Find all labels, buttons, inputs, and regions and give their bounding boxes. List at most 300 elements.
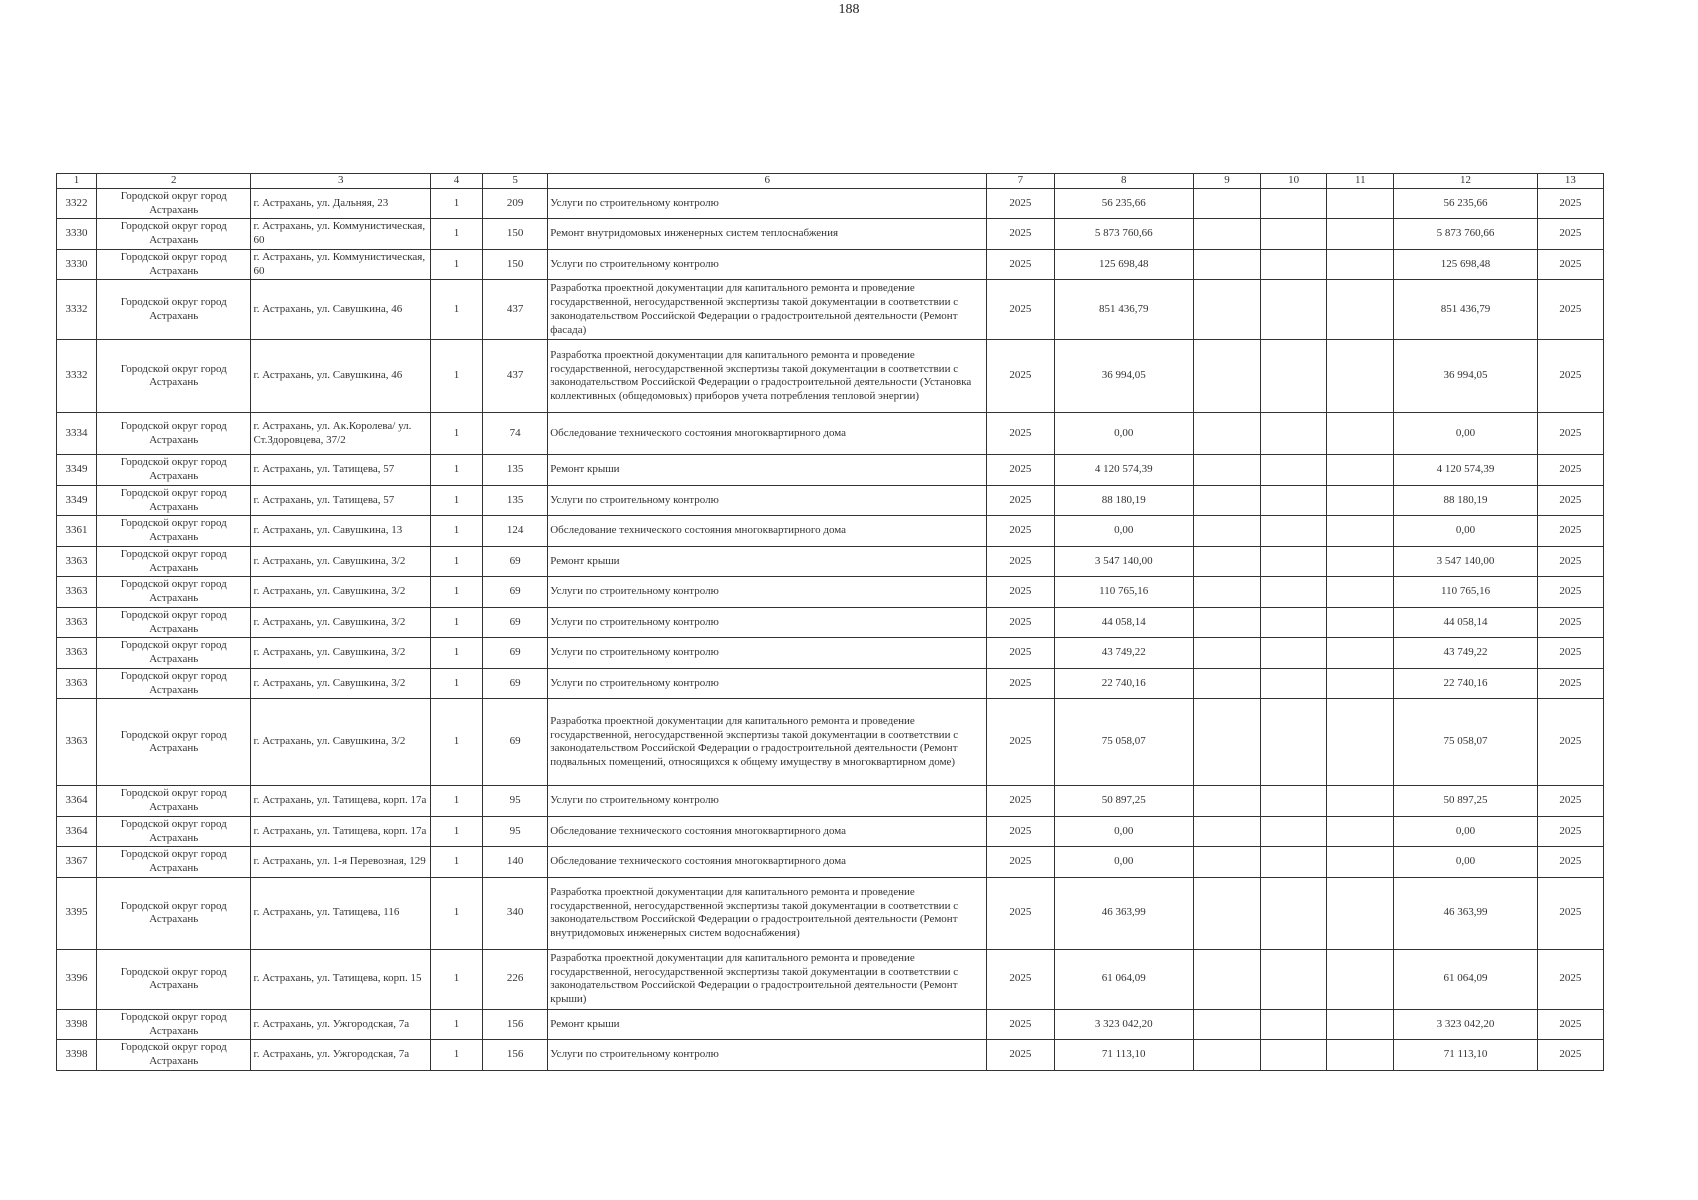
- col5-cell: 69: [483, 668, 548, 699]
- cost-cell: 125 698,48: [1054, 249, 1193, 280]
- work-type-cell: Ремонт крыши: [548, 546, 987, 577]
- table-row: [57, 816, 1604, 847]
- row-number: 3322: [57, 188, 97, 219]
- col4-cell: 1: [430, 668, 482, 699]
- col5-cell: 69: [483, 607, 548, 638]
- col10-cell: [1261, 455, 1327, 486]
- cost-total-cell: 22 740,16: [1394, 668, 1537, 699]
- col11-cell: [1327, 219, 1394, 250]
- cost-cell: 110 765,16: [1054, 577, 1193, 608]
- completion-year-cell: 2025: [1537, 413, 1603, 455]
- row-number: 3398: [57, 1009, 97, 1040]
- col4-cell: 1: [430, 340, 482, 413]
- column-header: 13: [1537, 174, 1603, 189]
- district-cell: Городской округ город Астрахань: [97, 485, 251, 516]
- cost-total-cell: 88 180,19: [1394, 485, 1537, 516]
- cost-cell: 88 180,19: [1054, 485, 1193, 516]
- column-header: 7: [987, 174, 1054, 189]
- row-number: 3363: [57, 699, 97, 786]
- column-header: 5: [483, 174, 548, 189]
- capital-repair-table: [56, 173, 1604, 1071]
- cost-total-cell: 61 064,09: [1394, 949, 1537, 1009]
- row-number: 3396: [57, 949, 97, 1009]
- address-cell: г. Астрахань, ул. Савушкина, 13: [251, 516, 430, 547]
- address-cell: г. Астрахань, ул. Коммунистическая, 60: [251, 219, 430, 250]
- col9-cell: [1193, 516, 1260, 547]
- row-number: 3364: [57, 816, 97, 847]
- col10-cell: [1261, 188, 1327, 219]
- address-cell: г. Астрахань, ул. Савушкина, 3/2: [251, 546, 430, 577]
- completion-year-cell: 2025: [1537, 786, 1603, 817]
- col5-cell: 226: [483, 949, 548, 1009]
- row-number: 3363: [57, 577, 97, 608]
- year-cell: 2025: [987, 485, 1054, 516]
- table-row: [57, 413, 1604, 455]
- district-cell: Городской округ город Астрахань: [97, 847, 251, 878]
- col5-cell: 209: [483, 188, 548, 219]
- cost-total-cell: 4 120 574,39: [1394, 455, 1537, 486]
- col10-cell: [1261, 607, 1327, 638]
- col10-cell: [1261, 668, 1327, 699]
- col11-cell: [1327, 485, 1394, 516]
- cost-cell: 46 363,99: [1054, 877, 1193, 949]
- cost-total-cell: 43 749,22: [1394, 638, 1537, 669]
- col9-cell: [1193, 949, 1260, 1009]
- completion-year-cell: 2025: [1537, 546, 1603, 577]
- col11-cell: [1327, 188, 1394, 219]
- district-cell: Городской округ город Астрахань: [97, 455, 251, 486]
- address-cell: г. Астрахань, ул. Татищева, 57: [251, 485, 430, 516]
- col5-cell: 69: [483, 699, 548, 786]
- address-cell: г. Астрахань, ул. Татищева, корп. 15: [251, 949, 430, 1009]
- district-cell: Городской округ город Астрахань: [97, 699, 251, 786]
- col9-cell: [1193, 219, 1260, 250]
- work-type-cell: Услуги по строительному контролю: [548, 786, 987, 817]
- col9-cell: [1193, 546, 1260, 577]
- work-type-cell: Разработка проектной документации для капитального ремонта и проведение государственной, негосударственной экспертизы такой документации в соответствии с законодательством Российской Федерации о градостроительной деятельности (Установка коллективных (общедомовых) приборов учета потребления тепловой энергии): [548, 340, 987, 413]
- address-cell: г. Астрахань, ул. Савушкина, 3/2: [251, 668, 430, 699]
- col5-cell: 69: [483, 638, 548, 669]
- work-type-cell: Разработка проектной документации для капитального ремонта и проведение государственной, негосударственной экспертизы такой документации в соответствии с законодательством Российской Федерации о градостроительной деятельности (Ремонт внутридомовых инженерных систем водоснабжения): [548, 877, 987, 949]
- col10-cell: [1261, 786, 1327, 817]
- district-cell: Городской округ город Астрахань: [97, 188, 251, 219]
- col11-cell: [1327, 413, 1394, 455]
- year-cell: 2025: [987, 877, 1054, 949]
- work-type-cell: Обследование технического состояния многоквартирного дома: [548, 516, 987, 547]
- address-cell: г. Астрахань, ул. Савушкина, 3/2: [251, 577, 430, 608]
- district-cell: Городской округ город Астрахань: [97, 249, 251, 280]
- col11-cell: [1327, 577, 1394, 608]
- col9-cell: [1193, 877, 1260, 949]
- col10-cell: [1261, 638, 1327, 669]
- year-cell: 2025: [987, 816, 1054, 847]
- col9-cell: [1193, 638, 1260, 669]
- row-number: 3363: [57, 668, 97, 699]
- work-type-cell: Ремонт крыши: [548, 1009, 987, 1040]
- col11-cell: [1327, 516, 1394, 547]
- col4-cell: 1: [430, 786, 482, 817]
- col4-cell: 1: [430, 1040, 482, 1071]
- cost-cell: 44 058,14: [1054, 607, 1193, 638]
- cost-total-cell: 46 363,99: [1394, 877, 1537, 949]
- work-type-cell: Услуги по строительному контролю: [548, 188, 987, 219]
- col10-cell: [1261, 699, 1327, 786]
- cost-total-cell: 110 765,16: [1394, 577, 1537, 608]
- col5-cell: 437: [483, 340, 548, 413]
- col11-cell: [1327, 1040, 1394, 1071]
- col9-cell: [1193, 413, 1260, 455]
- cost-total-cell: 44 058,14: [1394, 607, 1537, 638]
- address-cell: г. Астрахань, ул. Ужгородская, 7а: [251, 1009, 430, 1040]
- column-header: 8: [1054, 174, 1193, 189]
- table-row: [57, 188, 1604, 219]
- col5-cell: 69: [483, 577, 548, 608]
- completion-year-cell: 2025: [1537, 485, 1603, 516]
- cost-cell: 75 058,07: [1054, 699, 1193, 786]
- col9-cell: [1193, 485, 1260, 516]
- district-cell: Городской округ город Астрахань: [97, 546, 251, 577]
- table-row: [57, 1009, 1604, 1040]
- district-cell: Городской округ город Астрахань: [97, 668, 251, 699]
- work-type-cell: Услуги по строительному контролю: [548, 607, 987, 638]
- address-cell: г. Астрахань, ул. Савушкина, 3/2: [251, 638, 430, 669]
- cost-total-cell: 0,00: [1394, 847, 1537, 878]
- column-header: 1: [57, 174, 97, 189]
- address-cell: г. Астрахань, ул. Татищева, корп. 17а: [251, 786, 430, 817]
- cost-total-cell: 3 323 042,20: [1394, 1009, 1537, 1040]
- col11-cell: [1327, 280, 1394, 340]
- work-type-cell: Обследование технического состояния многоквартирного дома: [548, 816, 987, 847]
- year-cell: 2025: [987, 455, 1054, 486]
- col4-cell: 1: [430, 516, 482, 547]
- col4-cell: 1: [430, 280, 482, 340]
- row-number: 3363: [57, 546, 97, 577]
- col10-cell: [1261, 1040, 1327, 1071]
- col4-cell: 1: [430, 455, 482, 486]
- completion-year-cell: 2025: [1537, 188, 1603, 219]
- work-type-cell: Обследование технического состояния многоквартирного дома: [548, 413, 987, 455]
- cost-cell: 50 897,25: [1054, 786, 1193, 817]
- address-cell: г. Астрахань, ул. Татищева, корп. 17а: [251, 816, 430, 847]
- col10-cell: [1261, 249, 1327, 280]
- year-cell: 2025: [987, 413, 1054, 455]
- completion-year-cell: 2025: [1537, 340, 1603, 413]
- address-cell: г. Астрахань, ул. 1-я Перевозная, 129: [251, 847, 430, 878]
- address-cell: г. Астрахань, ул. Савушкина, 3/2: [251, 607, 430, 638]
- address-cell: г. Астрахань, ул. Коммунистическая, 60: [251, 249, 430, 280]
- work-type-cell: Услуги по строительному контролю: [548, 485, 987, 516]
- year-cell: 2025: [987, 638, 1054, 669]
- col9-cell: [1193, 280, 1260, 340]
- col11-cell: [1327, 546, 1394, 577]
- district-cell: Городской округ город Астрахань: [97, 638, 251, 669]
- col9-cell: [1193, 455, 1260, 486]
- table-row: [57, 1040, 1604, 1071]
- col11-cell: [1327, 786, 1394, 817]
- col9-cell: [1193, 607, 1260, 638]
- row-number: 3349: [57, 485, 97, 516]
- district-cell: Городской округ город Астрахань: [97, 577, 251, 608]
- district-cell: Городской округ город Астрахань: [97, 516, 251, 547]
- col10-cell: [1261, 546, 1327, 577]
- address-cell: г. Астрахань, ул. Савушкина, 46: [251, 280, 430, 340]
- table-row: [57, 340, 1604, 413]
- col10-cell: [1261, 280, 1327, 340]
- work-type-cell: Разработка проектной документации для капитального ремонта и проведение государственной, негосударственной экспертизы такой документации в соответствии с законодательством Российской Федерации о градостроительной деятельности (Ремонт подвальных помещений, относящихся к общему имуществу в многоквартирном доме): [548, 699, 987, 786]
- col4-cell: 1: [430, 546, 482, 577]
- year-cell: 2025: [987, 340, 1054, 413]
- year-cell: 2025: [987, 1040, 1054, 1071]
- col10-cell: [1261, 847, 1327, 878]
- col5-cell: 74: [483, 413, 548, 455]
- address-cell: г. Астрахань, ул. Татищева, 57: [251, 455, 430, 486]
- year-cell: 2025: [987, 786, 1054, 817]
- district-cell: Городской округ город Астрахань: [97, 607, 251, 638]
- table-row: [57, 699, 1604, 786]
- district-cell: Городской округ город Астрахань: [97, 1040, 251, 1071]
- work-type-cell: Услуги по строительному контролю: [548, 668, 987, 699]
- column-header: 11: [1327, 174, 1394, 189]
- table-row: [57, 249, 1604, 280]
- col4-cell: 1: [430, 638, 482, 669]
- completion-year-cell: 2025: [1537, 1040, 1603, 1071]
- completion-year-cell: 2025: [1537, 577, 1603, 608]
- year-cell: 2025: [987, 668, 1054, 699]
- completion-year-cell: 2025: [1537, 607, 1603, 638]
- row-number: 3349: [57, 455, 97, 486]
- col5-cell: 135: [483, 485, 548, 516]
- cost-cell: 56 235,66: [1054, 188, 1193, 219]
- completion-year-cell: 2025: [1537, 249, 1603, 280]
- col4-cell: 1: [430, 847, 482, 878]
- col10-cell: [1261, 413, 1327, 455]
- completion-year-cell: 2025: [1537, 455, 1603, 486]
- work-type-cell: Ремонт крыши: [548, 455, 987, 486]
- column-header: 3: [251, 174, 430, 189]
- year-cell: 2025: [987, 949, 1054, 1009]
- year-cell: 2025: [987, 249, 1054, 280]
- cost-cell: 43 749,22: [1054, 638, 1193, 669]
- row-number: 3332: [57, 340, 97, 413]
- row-number: 3361: [57, 516, 97, 547]
- col11-cell: [1327, 1009, 1394, 1040]
- table-row: [57, 219, 1604, 250]
- cost-cell: 22 740,16: [1054, 668, 1193, 699]
- cost-total-cell: 0,00: [1394, 413, 1537, 455]
- col9-cell: [1193, 816, 1260, 847]
- col9-cell: [1193, 668, 1260, 699]
- col5-cell: 135: [483, 455, 548, 486]
- col4-cell: 1: [430, 485, 482, 516]
- column-header: 9: [1193, 174, 1260, 189]
- completion-year-cell: 2025: [1537, 877, 1603, 949]
- cost-total-cell: 71 113,10: [1394, 1040, 1537, 1071]
- cost-cell: 0,00: [1054, 816, 1193, 847]
- address-cell: г. Астрахань, ул. Ужгородская, 7а: [251, 1040, 430, 1071]
- col9-cell: [1193, 1040, 1260, 1071]
- col10-cell: [1261, 340, 1327, 413]
- col4-cell: 1: [430, 249, 482, 280]
- cost-cell: 851 436,79: [1054, 280, 1193, 340]
- col5-cell: 124: [483, 516, 548, 547]
- col10-cell: [1261, 577, 1327, 608]
- col9-cell: [1193, 1009, 1260, 1040]
- col4-cell: 1: [430, 413, 482, 455]
- col11-cell: [1327, 699, 1394, 786]
- row-number: 3395: [57, 877, 97, 949]
- row-number: 3363: [57, 638, 97, 669]
- col11-cell: [1327, 638, 1394, 669]
- cost-cell: 36 994,05: [1054, 340, 1193, 413]
- address-cell: г. Астрахань, ул. Дальняя, 23: [251, 188, 430, 219]
- column-number-header: [57, 174, 1604, 189]
- table-row: [57, 786, 1604, 817]
- table-row: [57, 577, 1604, 608]
- cost-cell: 71 113,10: [1054, 1040, 1193, 1071]
- completion-year-cell: 2025: [1537, 847, 1603, 878]
- cost-cell: 61 064,09: [1054, 949, 1193, 1009]
- col11-cell: [1327, 949, 1394, 1009]
- col5-cell: 437: [483, 280, 548, 340]
- work-type-cell: Обследование технического состояния многоквартирного дома: [548, 847, 987, 878]
- district-cell: Городской округ город Астрахань: [97, 219, 251, 250]
- table-row: [57, 516, 1604, 547]
- cost-total-cell: 75 058,07: [1394, 699, 1537, 786]
- district-cell: Городской округ город Астрахань: [97, 1009, 251, 1040]
- work-type-cell: Услуги по строительному контролю: [548, 249, 987, 280]
- col10-cell: [1261, 485, 1327, 516]
- row-number: 3364: [57, 786, 97, 817]
- work-type-cell: Разработка проектной документации для капитального ремонта и проведение государственной, негосударственной экспертизы такой документации в соответствии с законодательством Российской Федерации о градостроительной деятельности (Ремонт фасада): [548, 280, 987, 340]
- row-number: 3330: [57, 219, 97, 250]
- col10-cell: [1261, 219, 1327, 250]
- work-type-cell: Услуги по строительному контролю: [548, 1040, 987, 1071]
- year-cell: 2025: [987, 280, 1054, 340]
- year-cell: 2025: [987, 546, 1054, 577]
- work-type-cell: Услуги по строительному контролю: [548, 577, 987, 608]
- col11-cell: [1327, 847, 1394, 878]
- col4-cell: 1: [430, 1009, 482, 1040]
- col10-cell: [1261, 949, 1327, 1009]
- table-body: [57, 188, 1604, 1070]
- table-row: [57, 668, 1604, 699]
- col9-cell: [1193, 699, 1260, 786]
- year-cell: 2025: [987, 699, 1054, 786]
- table-row: [57, 455, 1604, 486]
- col4-cell: 1: [430, 816, 482, 847]
- completion-year-cell: 2025: [1537, 638, 1603, 669]
- cost-cell: 3 547 140,00: [1054, 546, 1193, 577]
- row-number: 3398: [57, 1040, 97, 1071]
- year-cell: 2025: [987, 188, 1054, 219]
- address-cell: г. Астрахань, ул. Савушкина, 46: [251, 340, 430, 413]
- col9-cell: [1193, 249, 1260, 280]
- completion-year-cell: 2025: [1537, 668, 1603, 699]
- column-header: 2: [97, 174, 251, 189]
- col5-cell: 140: [483, 847, 548, 878]
- column-header: 12: [1394, 174, 1537, 189]
- cost-cell: 3 323 042,20: [1054, 1009, 1193, 1040]
- col4-cell: 1: [430, 188, 482, 219]
- page-number: 188: [838, 2, 860, 17]
- row-number: 3334: [57, 413, 97, 455]
- completion-year-cell: 2025: [1537, 816, 1603, 847]
- col11-cell: [1327, 877, 1394, 949]
- col11-cell: [1327, 340, 1394, 413]
- address-cell: г. Астрахань, ул. Ак.Королева/ ул. Ст.Здоровцева, 37/2: [251, 413, 430, 455]
- col11-cell: [1327, 816, 1394, 847]
- completion-year-cell: 2025: [1537, 1009, 1603, 1040]
- row-number: 3363: [57, 607, 97, 638]
- row-number: 3367: [57, 847, 97, 878]
- col5-cell: 156: [483, 1009, 548, 1040]
- cost-cell: 5 873 760,66: [1054, 219, 1193, 250]
- col5-cell: 156: [483, 1040, 548, 1071]
- completion-year-cell: 2025: [1537, 699, 1603, 786]
- cost-cell: 4 120 574,39: [1054, 455, 1193, 486]
- district-cell: Городской округ город Астрахань: [97, 949, 251, 1009]
- district-cell: Городской округ город Астрахань: [97, 816, 251, 847]
- work-type-cell: Разработка проектной документации для капитального ремонта и проведение государственной, негосударственной экспертизы такой документации в соответствии с законодательством Российской Федерации о градостроительной деятельности (Ремонт крыши): [548, 949, 987, 1009]
- col4-cell: 1: [430, 219, 482, 250]
- col11-cell: [1327, 455, 1394, 486]
- col9-cell: [1193, 786, 1260, 817]
- col11-cell: [1327, 607, 1394, 638]
- row-number: 3330: [57, 249, 97, 280]
- col10-cell: [1261, 1009, 1327, 1040]
- year-cell: 2025: [987, 1009, 1054, 1040]
- col5-cell: 150: [483, 249, 548, 280]
- col10-cell: [1261, 877, 1327, 949]
- district-cell: Городской округ город Астрахань: [97, 877, 251, 949]
- year-cell: 2025: [987, 219, 1054, 250]
- year-cell: 2025: [987, 607, 1054, 638]
- district-cell: Городской округ город Астрахань: [97, 413, 251, 455]
- col11-cell: [1327, 668, 1394, 699]
- col9-cell: [1193, 577, 1260, 608]
- year-cell: 2025: [987, 847, 1054, 878]
- completion-year-cell: 2025: [1537, 219, 1603, 250]
- col4-cell: 1: [430, 577, 482, 608]
- completion-year-cell: 2025: [1537, 516, 1603, 547]
- cost-total-cell: 5 873 760,66: [1394, 219, 1537, 250]
- table-row: [57, 546, 1604, 577]
- cost-cell: 0,00: [1054, 847, 1193, 878]
- table-row: [57, 638, 1604, 669]
- cost-cell: 0,00: [1054, 413, 1193, 455]
- district-cell: Городской округ город Астрахань: [97, 340, 251, 413]
- col4-cell: 1: [430, 607, 482, 638]
- cost-total-cell: 3 547 140,00: [1394, 546, 1537, 577]
- col5-cell: 69: [483, 546, 548, 577]
- cost-total-cell: 0,00: [1394, 816, 1537, 847]
- cost-total-cell: 125 698,48: [1394, 249, 1537, 280]
- col9-cell: [1193, 188, 1260, 219]
- district-cell: Городской округ город Астрахань: [97, 786, 251, 817]
- col5-cell: 95: [483, 816, 548, 847]
- cost-total-cell: 56 235,66: [1394, 188, 1537, 219]
- table-row: [57, 877, 1604, 949]
- district-cell: Городской округ город Астрахань: [97, 280, 251, 340]
- col9-cell: [1193, 340, 1260, 413]
- col4-cell: 1: [430, 699, 482, 786]
- year-cell: 2025: [987, 577, 1054, 608]
- col4-cell: 1: [430, 949, 482, 1009]
- col5-cell: 150: [483, 219, 548, 250]
- col10-cell: [1261, 516, 1327, 547]
- cost-total-cell: 50 897,25: [1394, 786, 1537, 817]
- table-row: [57, 485, 1604, 516]
